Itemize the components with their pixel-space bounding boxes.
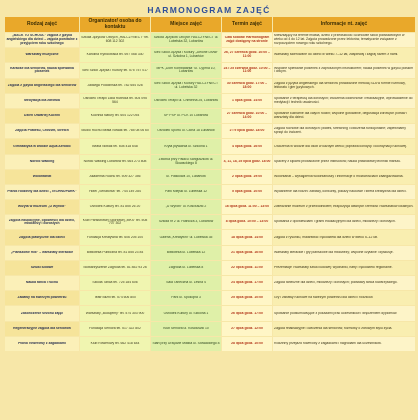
cell-type [5, 94, 79, 108]
cell-info [273, 261, 415, 275]
column-header-type: Rodzaj zajęć [5, 17, 79, 32]
cell-info-text: Spotkania z opowieściami i grami edukacyjnymi dla dzieci, młodzieży i dorosłych. [274, 220, 396, 224]
cell-info [273, 48, 415, 62]
table-row [5, 291, 415, 305]
table-row [5, 276, 415, 290]
header-row [5, 17, 415, 32]
cell-type [5, 139, 79, 153]
cell-place [151, 276, 221, 290]
cell-organizer [80, 337, 150, 351]
cell-organizer-text: Hotel „Senatorka” tel. 744 149 284 [89, 190, 141, 194]
cell-info [273, 170, 415, 184]
cell-place [151, 79, 221, 93]
cell-organizer-text: Beata Nowak tel. 608 418 648 [92, 144, 138, 148]
table-row [5, 79, 415, 93]
cell-place [151, 124, 221, 138]
cell-date-text: 30 czerwca godz. 17:00 – 18:00 [226, 81, 268, 89]
cell-place [151, 109, 221, 123]
cell-info-text: Wspólne śpiewanie piosenek z zaproszonym instruktorem; nauka piosenek w języku polskim i obcym. [274, 66, 414, 74]
table-row [5, 155, 415, 169]
cell-organizer [80, 322, 150, 336]
cell-type [5, 185, 79, 199]
cell-type [5, 200, 79, 214]
cell-organizer [80, 63, 150, 77]
cell-info-text: Zajęcia z rysunku, malarstwa i rękodzieła dla dzieci w wieku 5–12 lat. [274, 235, 378, 239]
cell-organizer [80, 246, 150, 260]
cell-date-text: 25 lipca godz. 10:00 [231, 296, 263, 300]
cell-info-text: Zajęcia relaksacyjne i ćwiczenia dla seniorów; rozmowy o zdrowym stylu życia. [274, 326, 393, 330]
table-row [5, 261, 415, 275]
table-row [5, 215, 415, 229]
cell-date-text: 26 lipca godz. 17:00 [231, 311, 263, 315]
cell-place [151, 200, 221, 214]
cell-organizer-text: Akademia Ruchu tel. 509 327 356 [89, 174, 141, 178]
cell-type [5, 306, 79, 320]
cell-place [151, 48, 221, 62]
cell-date [222, 230, 272, 244]
table-row [5, 246, 415, 260]
cell-date [222, 63, 272, 77]
cell-type-text: Zajęcia Pilatesu, Crossfit, Stretch [15, 129, 69, 133]
cell-date [222, 215, 272, 229]
cell-place-text: MPK „Dom Kombatanta” ul. Cyprna 10, Lubartów [156, 66, 216, 74]
cell-date [222, 246, 272, 260]
schedule-rows [5, 33, 415, 351]
cell-type-text: Piknik rodzinny dla dzieci „TECHNOPARK” [7, 190, 77, 194]
cell-place [151, 185, 221, 199]
cell-type-text: Karaoke dla seniorów, nauka śpiewania piosenek [10, 66, 74, 74]
cell-type-text: Gimnastyka w wodzie Aqua Aerobic [13, 144, 71, 148]
cell-info-text: Zajęcia z języka angielskiego dla seniorów prowadzone metodą SLA w formie rozmowy, lektoratu i gier językowych. [274, 81, 406, 89]
cell-info-text: Warsztaty literackie i gry planszowe dla młodzieży; wspólne czytanie i dyskusje. [274, 250, 394, 254]
cell-info-text: Warsztaty skierowane do dzieci w wieku 7–12 lat, zaśpiewaj i zagraj razem z nami. [274, 53, 399, 57]
cell-info [273, 306, 415, 320]
cell-type [5, 79, 79, 93]
cell-type-text: Wizyta w muzeum „U Wyrobi” [17, 205, 67, 209]
cell-date [222, 291, 272, 305]
cell-organizer-text: Karolina Rybicowska tel. 697 068 330 [86, 53, 144, 57]
cell-organizer [80, 306, 150, 320]
cell-date [222, 124, 272, 138]
cell-type-text: Dzień Otwartej Kuchni [24, 114, 60, 118]
cell-type [5, 322, 79, 336]
cell-place [151, 139, 221, 153]
cell-type [5, 155, 79, 169]
table-row [5, 200, 415, 214]
cell-info [273, 79, 415, 93]
cell-place-text: Ośrodek Sportu ul. Cicha 18 Lubartów [157, 129, 215, 133]
table-row [5, 109, 415, 123]
cell-type-text: Zajęcia z języka angielskiego dla seniorów [7, 83, 77, 87]
cell-type-text: Regeneracyjne zajęcia dla seniorów [13, 326, 71, 330]
cell-info-text: Prezentacje i warsztaty sztuki ludowej: wycinanki, hafty i rękodzieło regionalne. [274, 266, 393, 269]
cell-place [151, 337, 221, 351]
table-row [5, 337, 415, 351]
cell-info [273, 291, 415, 305]
cell-date-text: 2 lipca godz. 19:00 [232, 174, 262, 178]
column-header-organizer: Organizator/ osoba do kontaktu [80, 17, 150, 32]
cell-date-text: 4 lipca godz. 16:00 [232, 144, 262, 148]
cell-type [5, 170, 79, 184]
cell-place-text: Galeria „Kreatywni” ul. Lubelska 35 [159, 235, 213, 239]
cell-date-text: Cała sobota! Harmonogram zajęć dostępny na stronie [224, 36, 270, 44]
cell-place-text: Sala Taneczna ul. Leśna 4 [166, 281, 206, 285]
cell-organizer [80, 94, 150, 108]
cell-date-text: 27 czerwca godz. 10:00 – 14:00 [226, 112, 268, 120]
cell-place-text: Kryta pływalnia ul. Szkolna 1 [164, 144, 208, 148]
cell-type [5, 124, 79, 138]
cell-organizer-text: Warsztaty „Budujemy” tel. 574 303 900 [85, 311, 145, 315]
cell-info-text: Mieszkający na terenie miasta, dzieci z przedszkola i uczniowie szkół podstawowych w wieku od 4 do 12 lat. Zajęcia prowadzone przez lektorów, tematycznie związane z rozpoczęciem nowego roku szkolnego. [274, 34, 405, 45]
cell-date [222, 261, 272, 275]
cell-type-text: Warsztaty muzyczne [25, 53, 59, 57]
cell-place-text: Park ul. Spokojna 3 [171, 296, 201, 300]
cell-info-text: Spotkanie z terapeutą dla dorosłych; ćwiczenia oddechowe i relaksacyjne, wprowadzenie do medytacji i technik uważności. [274, 97, 413, 104]
cell-organizer [80, 48, 150, 62]
cell-info-text: Rodzinny przejazd rowerowy z zagadkami i nagrodami dla uczestników. [274, 341, 382, 345]
cell-info-text: Spacery z kijkami prowadzone przez instruktora; nauka prawidłowej techniki marszu. [274, 159, 402, 163]
cell-type-text: Zakończenie sezonu zajęć [20, 311, 64, 315]
cell-type [5, 246, 79, 260]
cell-organizer [80, 139, 150, 153]
cell-type-text: „Planszowe mili” – warsztaty literackie [10, 250, 74, 254]
cell-info [273, 200, 415, 214]
cell-place [151, 246, 221, 260]
cell-place-text: Sieć Szkół Języka i Kultury HALCZYNECT ul. Lubelska 32 [153, 81, 219, 89]
cell-organizer [80, 33, 150, 47]
cell-info [273, 139, 415, 153]
column-header-place: Miejsce zajęć [151, 17, 221, 32]
cell-organizer-text: Jadwiga Podolińska tel. 782 654 028 [87, 83, 143, 87]
cell-info-text: Zajęcia ruchowe dla dorosłych: pilates, stretching i ćwiczenia funkcjonalne; zapewniamy sprzęt do ćwiczeń. [274, 127, 406, 135]
cell-place-text: Szkoła nr 2 ul. Hutnicza 3, Lubartów [158, 220, 214, 224]
cell-type [5, 63, 79, 77]
cell-place [151, 261, 221, 275]
cell-type [5, 337, 79, 351]
cell-organizer-text: Ośrodek Kultury tel. 81 855 26 20 [89, 205, 141, 209]
cell-info-text: Spotkanie kulinarne dla całych rodzin; wspólne gotowanie, degustacja zdrowych potraw i warsztaty dla dzieci. [274, 112, 408, 120]
cell-info [273, 230, 415, 244]
cell-info-text: Zajęcia taneczne dla dzieci, młodzieży i dorosłych; podstawy tańca towarzyskiego. [274, 281, 398, 285]
table-row [5, 322, 415, 336]
cell-info [273, 246, 415, 260]
cell-info-text: Zwiedzanie muzeum z przewodnikiem; ekspozycja dawnych rzemiosł i warsztatów lokalnych. [274, 205, 414, 209]
cell-info-text: Wydarzenie dla rodzin: zabawy, konkursy, pokazy naukowe i strefa kreatywna dla dzieci. [274, 190, 407, 194]
cell-organizer [80, 291, 150, 305]
table-row [5, 63, 415, 77]
cell-place-text: Biblioteka ul. Lubelska 12 [166, 250, 206, 254]
cell-organizer [80, 124, 150, 138]
cell-date [222, 94, 272, 108]
cell-date-text: 2 i 9 lipca godz. 18:00 [229, 129, 265, 133]
cell-date [222, 322, 272, 336]
cell-organizer-text: Nordic Walking Lubartów tel. 664 273 808 [83, 159, 147, 163]
cell-date-text: 5 lipca godz. 10:00 [232, 190, 262, 194]
cell-organizer-text: Biblioteka Publiczna tel. 81 855 23 84 [86, 250, 144, 254]
table-row [5, 94, 415, 108]
cell-date-text: 18 lipca godz. 14:00 [231, 235, 263, 239]
cell-type-text: Nordic Walking [29, 159, 55, 163]
column-header-date: Termin zajęć [222, 17, 272, 32]
cell-date-text: 28 lipca godz. 10:00 [231, 341, 263, 345]
cell-place [151, 230, 221, 244]
cell-date [222, 185, 272, 199]
cell-place [151, 306, 221, 320]
cell-date [222, 337, 272, 351]
cell-organizer [80, 185, 150, 199]
cell-info [273, 33, 415, 47]
cell-date-text: 16 lipca godz. 11:00 – 13:00 [224, 205, 270, 209]
page-title: HARMONOGRAM ZAJĘĆ [147, 5, 271, 15]
cell-date [222, 109, 272, 123]
table-row [5, 170, 415, 184]
cell-date-text: 26, 27 czerwca godz. 10:00 – 11:00 [224, 51, 270, 59]
cell-place-text: Start przy Urzędzie Miasta ul. Słowackiego 8 [152, 341, 220, 345]
table-row [5, 33, 415, 47]
cell-info [273, 155, 415, 169]
cell-place [151, 63, 221, 77]
column-header-info: Informacje nt. zajęć [273, 17, 415, 32]
cell-date-text: 4, 11, 18, 25 lipca godz. 18:00 [223, 159, 271, 163]
cell-type-text: Nauka tańca i ruchu [25, 281, 59, 285]
cell-date [222, 139, 272, 153]
cell-date-text: 24 lipca godz. 17:00 [231, 281, 263, 285]
cell-date [222, 48, 272, 62]
cell-date-text: 24 i 25 czerwca godz. 10:00 – 11:00 [223, 66, 271, 74]
cell-type-text: Piknik rowerowy z zagadkami [18, 341, 66, 345]
cell-type-text: Zajęcia edukacyjne, opowieści dla dzieci, młodzieży i dorosłych [8, 218, 76, 226]
table-row [5, 306, 415, 320]
cell-organizer-text: Klub Rowerowy tel. 662 418 644 [90, 341, 140, 345]
cell-info [273, 94, 415, 108]
schedule-table [4, 16, 416, 352]
cell-organizer-text: Studio Ruchu Beata Nowak tel. 785 08 06 60 [81, 129, 149, 133]
cell-place-text: Zbiórka przy Pałacu Sanguszków ul. Słowackiego 8 [158, 157, 214, 165]
table-row [5, 230, 415, 244]
cell-organizer-text: Fundacja Kreatywna tel. 606 205 100 [86, 235, 144, 239]
cell-info [273, 124, 415, 138]
cell-place-text: SP PSP ul. PCK 10 Lubartów [163, 114, 209, 118]
cell-info [273, 276, 415, 290]
cell-type [5, 215, 79, 229]
cell-type-text: „BACK TO SCHOOL” zajęcia z języka angielskiego dla dzieci – zajęcia powitalne z przyjęciem roku szkolnego [6, 34, 78, 45]
cell-place-text: Ośrodek Kultury ul. Szkolna 1 [163, 311, 209, 315]
cell-place [151, 215, 221, 229]
table-row [5, 124, 415, 138]
cell-organizer-text: Sieć Szkół Języka i Kultury tel. 575 757 017 [82, 68, 148, 72]
cell-type [5, 276, 79, 290]
cell-place-text: Park Miejski ul. Lubelska 12 [164, 190, 208, 194]
cell-type [5, 261, 79, 275]
cell-organizer-text: Stowarzyszenie Zagroda tel. 81 852 93 26 [83, 266, 147, 269]
cell-organizer [80, 276, 150, 290]
cell-organizer-text: Szkoła Języków Obcych „HALCZYNECT” tel. 608 112 302 [81, 36, 149, 44]
cell-organizer [80, 200, 150, 214]
cell-place [151, 170, 221, 184]
cell-type-text: Medytacja dla zdrowia [24, 98, 60, 102]
table-row [5, 185, 415, 199]
cell-place [151, 155, 221, 169]
cell-place [151, 291, 221, 305]
cell-info [273, 109, 415, 123]
cell-date-text: 1 lipca godz. 14:00 [232, 98, 262, 102]
cell-type-text: Wolontariat [32, 174, 52, 178]
cell-date [222, 33, 272, 47]
cell-organizer [80, 79, 150, 93]
cell-organizer [80, 261, 150, 275]
cell-date-text: 21 lipca godz. 16:00 [231, 250, 263, 254]
cell-info-text: Ćwiczenia w wodzie dla osób w każdym wieku; poprawa kondycji i koordynacji ruchowej. [274, 144, 408, 148]
cell-date [222, 200, 272, 214]
cell-place-text: Sieć Szkół Języka i Kultury „Zielone Drzwi” ul. Szkolna 1, Lubartów [153, 51, 219, 59]
cell-type [5, 33, 79, 47]
cell-place-text: „U Wyrobi” ul. Kościuszki 2 [165, 205, 207, 209]
cell-date [222, 155, 272, 169]
cell-place-text: Zagroda ul. Lubelska 8 [168, 266, 204, 269]
cell-organizer-text: Kuchnia Natury tel. 604 122 054 [90, 114, 140, 118]
cell-organizer-text: Szkoła Tańca tel. 725 184 606 [92, 281, 138, 285]
cell-organizer [80, 170, 150, 184]
table-row [5, 48, 415, 62]
cell-place-text: ul. Piaskowa 10, Lubartów [166, 174, 206, 178]
cell-info [273, 63, 415, 77]
cell-type-text: Zabawy na świeżym powietrzu [17, 296, 67, 300]
cell-type [5, 230, 79, 244]
cell-place [151, 94, 221, 108]
cell-organizer-text: Teatr Blizni tel. 574 606 800 [94, 296, 136, 300]
cell-info [273, 322, 415, 336]
cell-date [222, 170, 272, 184]
cell-organizer [80, 109, 150, 123]
cell-organizer-text: Ośrodek Terapii Lidia Rutecka tel. 504 095 564 [83, 97, 147, 104]
cell-info-text: Wolontariat – wystąpienia wolontariuszy i informacje o możliwościach zaangażowania. [274, 174, 404, 178]
cell-type [5, 291, 79, 305]
cell-info-text: Gry i zabawy ruchowe na świeżym powietrzu dla dzieci i rodziców. [274, 296, 374, 300]
cell-organizer [80, 155, 150, 169]
cell-place-text: Klub Seniora ul. Kościuszki 10 [163, 326, 209, 330]
cell-date-text: 22 lipca godz. 11:00 [231, 266, 263, 269]
cell-organizer [80, 230, 150, 244]
cell-info [273, 185, 415, 199]
cell-organizer [80, 215, 150, 229]
cell-type-text: Zajęcia plastyczne dla dzieci [19, 235, 65, 239]
table-row [5, 139, 415, 153]
cell-place-text: Ośrodek Terapii ul. Chmielna 25, Lubartów [153, 98, 218, 102]
cell-type-text: Sztuki ludowe [30, 266, 54, 269]
cell-info [273, 215, 415, 229]
cell-date [222, 79, 272, 93]
cell-type [5, 48, 79, 62]
cell-info [273, 337, 415, 351]
cell-place [151, 33, 221, 47]
cell-place [151, 322, 221, 336]
cell-type [5, 109, 79, 123]
cell-organizer-text: Fundacja Seniora tel. 517 322 802 [89, 326, 141, 330]
cell-organizer-text: Klub Państwowej Sportowej „MKS” tel. 508 707 302 [82, 218, 148, 226]
cell-date [222, 306, 272, 320]
cell-date-text: 8 lipca godz. 10:00 – 13:00 [225, 220, 269, 224]
cell-place-text: Szkoła Języków Obcych HALCZYNECT ul. Lubelska 32, Lubartów [153, 36, 219, 44]
cell-date [222, 276, 272, 290]
cell-info-text: Spotkanie podsumowujące z pokazami prac uczestników i wręczeniem dyplomów. [274, 311, 398, 315]
cell-date-text: 27 lipca godz. 12:00 [231, 326, 263, 330]
